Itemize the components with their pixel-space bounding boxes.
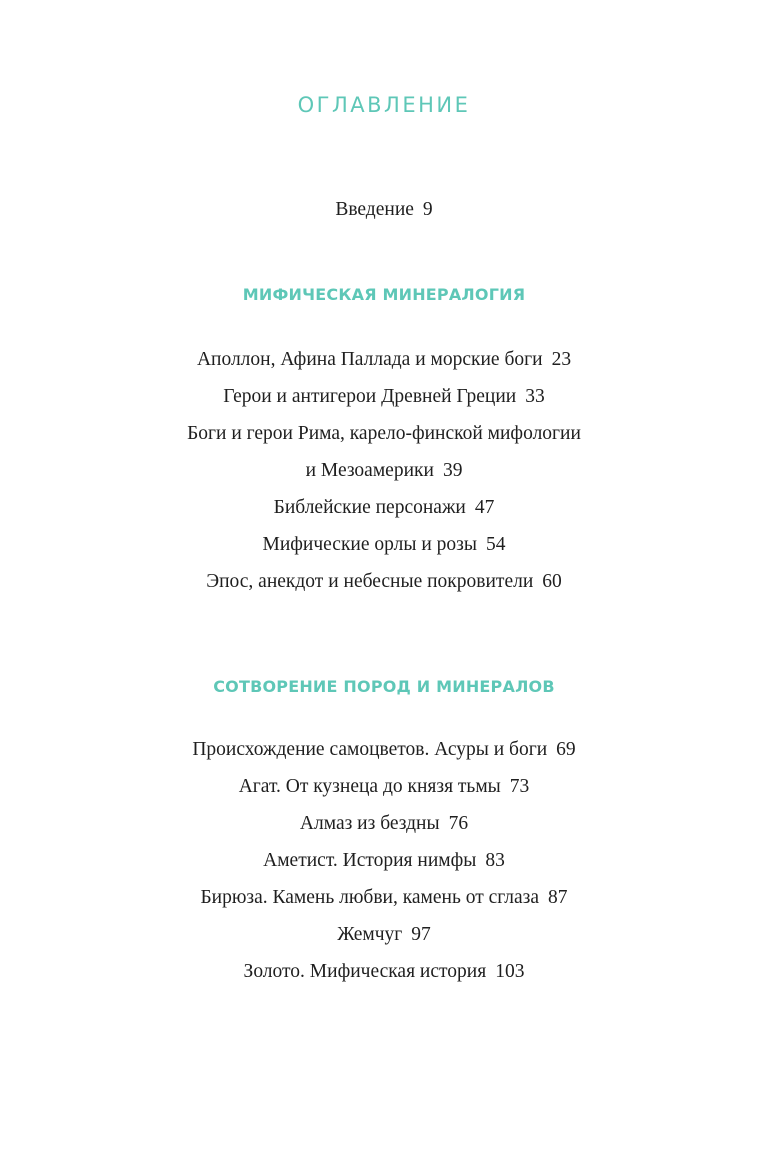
- section-title-creation-of-rocks: СОТВОРЕНИЕ ПОРОД И МИНЕРАЛОВ: [213, 677, 555, 696]
- toc-entry-label: Бирюза. Камень любви, камень от сглаза: [200, 887, 540, 908]
- toc-entry-page: 33: [525, 386, 545, 407]
- toc-entry-page: 47: [474, 497, 495, 518]
- toc-entry[interactable]: [0, 812, 768, 836]
- toc-entry[interactable]: [0, 348, 768, 372]
- toc-entry-label: Аметист. История нимфы: [263, 850, 477, 871]
- toc-entry-label: Жемчуг: [337, 924, 403, 945]
- toc-entry-page: 76: [448, 813, 469, 834]
- toc-entry-page: 83: [485, 850, 505, 871]
- toc-entry-label: Библейские персонажи: [273, 497, 466, 518]
- toc-entry-page: 87: [548, 887, 568, 908]
- toc-entry-page: 60: [542, 571, 562, 592]
- toc-entry[interactable]: [0, 886, 768, 910]
- toc-entry-page: 69: [556, 739, 576, 760]
- toc-entry-label: Алмаз из бездны: [299, 813, 440, 834]
- toc-entry[interactable]: [0, 533, 768, 557]
- toc-entry[interactable]: [0, 960, 768, 984]
- toc-entry-page: 9: [422, 199, 433, 220]
- toc-entry-page: 39: [442, 460, 463, 481]
- toc-entry[interactable]: [0, 496, 768, 520]
- toc-entry[interactable]: [0, 923, 768, 947]
- toc-entry[interactable]: [0, 849, 768, 873]
- toc-entry-page: 54: [485, 534, 506, 555]
- toc-entry-label: Золото. Мифическая история: [243, 961, 487, 982]
- toc-entry-page: 73: [509, 776, 530, 797]
- toc-entry[interactable]: [0, 738, 768, 762]
- toc-entry-label: Агат. От кузнеца до князя тьмы: [238, 776, 501, 797]
- toc-entry-label: Введение: [335, 199, 414, 220]
- section-title-mythic-mineralogy: МИФИЧЕСКАЯ МИНЕРАЛОГИЯ: [242, 285, 526, 304]
- toc-entry-label: Герои и антигерои Древней Греции: [223, 386, 517, 407]
- toc-entry-page: 23: [551, 349, 572, 370]
- toc-entry[interactable]: [0, 570, 768, 594]
- toc-entry-label: Мифические орлы и розы: [262, 534, 477, 555]
- toc-entry-label: Боги и герои Рима, карело-финской мифологии: [187, 423, 581, 444]
- toc-entry-label: Происхождение самоцветов. Асуры и боги: [192, 739, 548, 760]
- toc-entry[interactable]: [0, 385, 768, 409]
- toc-entry-label: и Мезоамерики: [305, 460, 434, 481]
- page-title: ОГЛАВЛЕНИЕ: [297, 93, 471, 117]
- toc-entry-page: 103: [495, 961, 525, 982]
- toc-entry[interactable]: [0, 422, 768, 446]
- toc-entry[interactable]: [0, 775, 768, 799]
- toc-entry-label: Эпос, анекдот и небесные покровители: [206, 571, 534, 592]
- toc-entry-label: Аполлон, Афина Паллада и морские боги: [196, 349, 543, 370]
- toc-entry-intro[interactable]: [0, 198, 768, 222]
- toc-entry-continuation[interactable]: [0, 459, 768, 483]
- toc-entry-page: 97: [411, 924, 431, 945]
